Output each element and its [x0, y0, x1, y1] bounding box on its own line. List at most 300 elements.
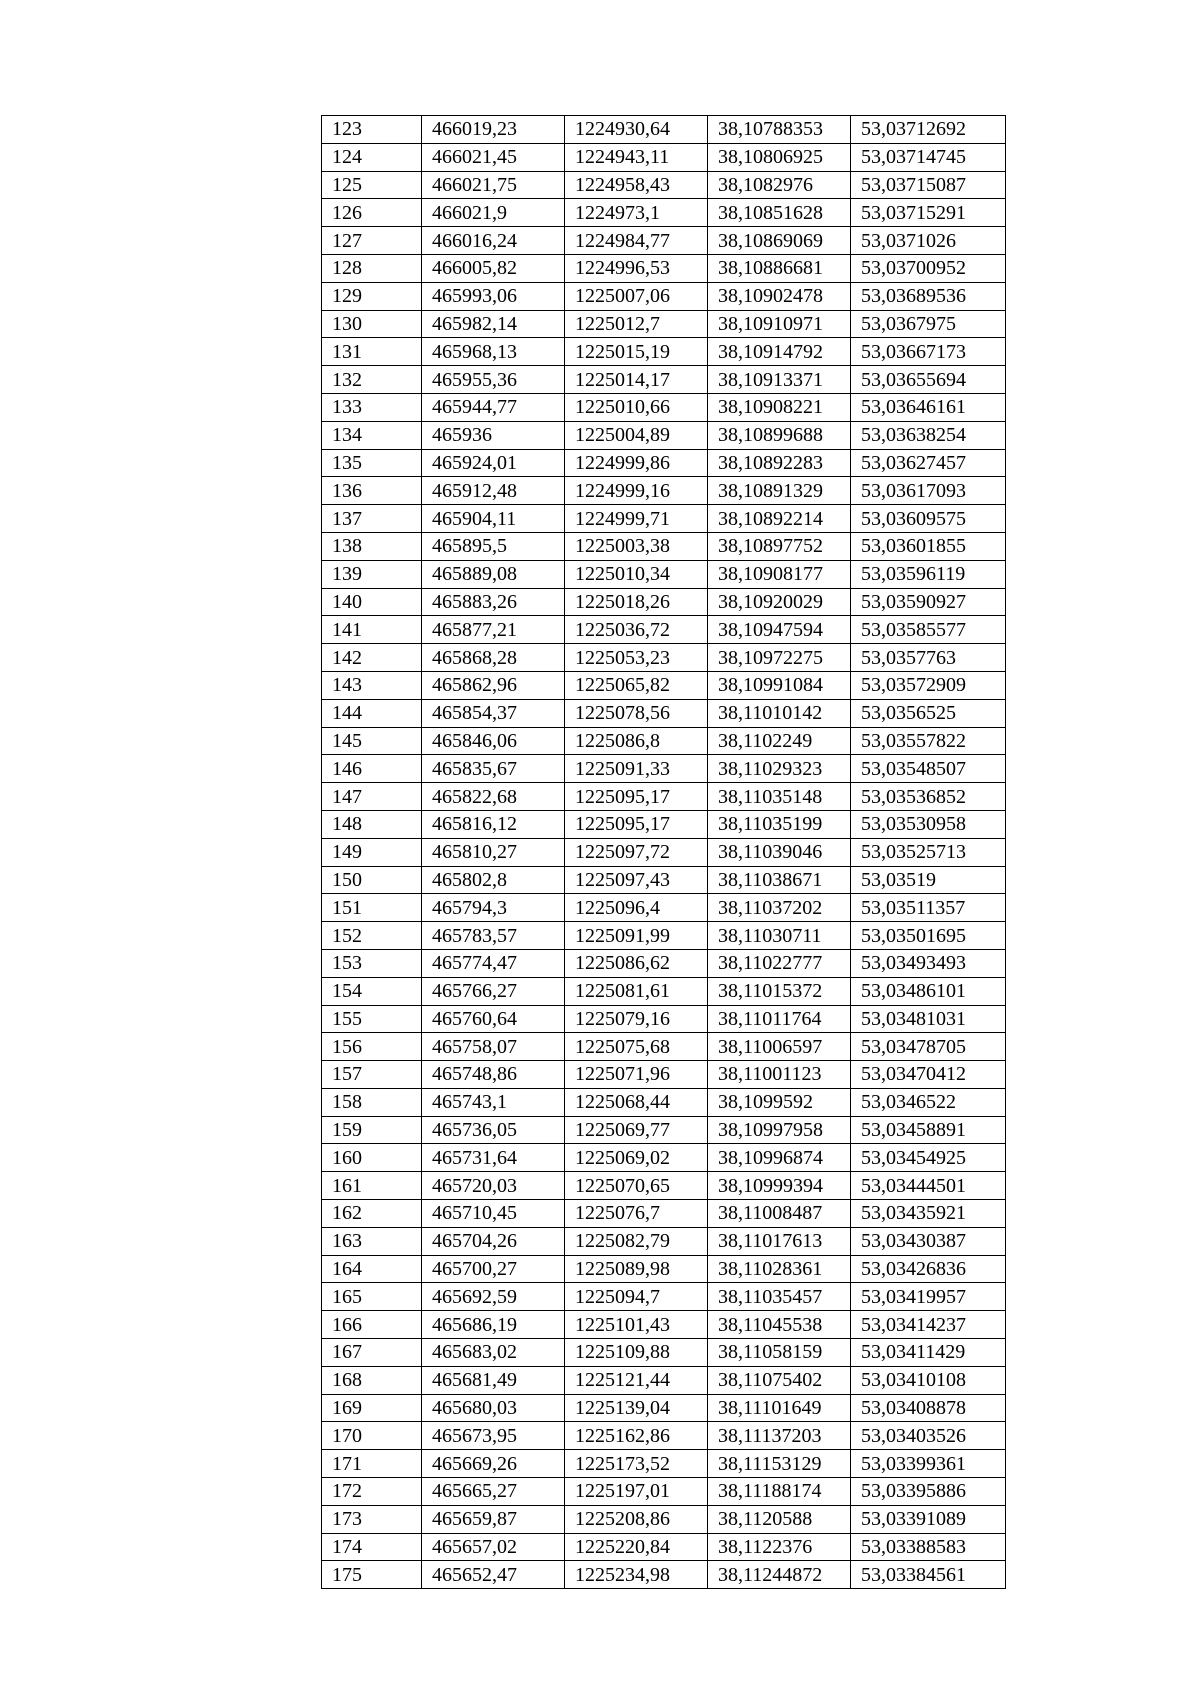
point-number-cell: 144 — [322, 699, 422, 727]
y-coordinate-cell: 1225109,88 — [565, 1339, 708, 1367]
latitude-cell: 53,03601855 — [851, 532, 1006, 560]
coordinates-table — [321, 115, 1006, 1589]
x-coordinate-cell: 465835,67 — [422, 755, 565, 783]
x-coordinate-cell: 465862,96 — [422, 671, 565, 699]
longitude-cell: 38,11075402 — [708, 1366, 851, 1394]
point-number-cell: 132 — [322, 366, 422, 394]
y-coordinate-cell: 1224958,43 — [565, 171, 708, 199]
point-number-cell: 168 — [322, 1366, 422, 1394]
latitude-cell: 53,03511357 — [851, 894, 1006, 922]
longitude-cell: 38,1102249 — [708, 727, 851, 755]
y-coordinate-cell: 1225094,7 — [565, 1283, 708, 1311]
point-number-cell: 141 — [322, 616, 422, 644]
y-coordinate-cell: 1225014,17 — [565, 366, 708, 394]
latitude-cell: 53,03667173 — [851, 338, 1006, 366]
y-coordinate-cell: 1225095,17 — [565, 783, 708, 811]
longitude-cell: 38,10908177 — [708, 560, 851, 588]
table-row — [322, 644, 1006, 672]
x-coordinate-cell: 465704,26 — [422, 1227, 565, 1255]
table-row — [322, 783, 1006, 811]
y-coordinate-cell: 1225079,16 — [565, 1005, 708, 1033]
longitude-cell: 38,10914792 — [708, 338, 851, 366]
table-row — [322, 671, 1006, 699]
latitude-cell: 53,03458891 — [851, 1116, 1006, 1144]
longitude-cell: 38,11101649 — [708, 1394, 851, 1422]
point-number-cell: 165 — [322, 1283, 422, 1311]
y-coordinate-cell: 1225012,7 — [565, 310, 708, 338]
table-row — [322, 1450, 1006, 1478]
y-coordinate-cell: 1225086,62 — [565, 949, 708, 977]
longitude-cell: 38,11188174 — [708, 1478, 851, 1506]
x-coordinate-cell: 465766,27 — [422, 977, 565, 1005]
y-coordinate-cell: 1224996,53 — [565, 254, 708, 282]
point-number-cell: 127 — [322, 227, 422, 255]
table-row — [322, 227, 1006, 255]
y-coordinate-cell: 1225208,86 — [565, 1505, 708, 1533]
point-number-cell: 151 — [322, 894, 422, 922]
longitude-cell: 38,11045538 — [708, 1311, 851, 1339]
point-number-cell: 131 — [322, 338, 422, 366]
point-number-cell: 164 — [322, 1255, 422, 1283]
latitude-cell: 53,03470412 — [851, 1061, 1006, 1089]
longitude-cell: 38,10899688 — [708, 421, 851, 449]
x-coordinate-cell: 465748,86 — [422, 1061, 565, 1089]
longitude-cell: 38,10972275 — [708, 644, 851, 672]
table-row — [322, 560, 1006, 588]
latitude-cell: 53,03493493 — [851, 949, 1006, 977]
x-coordinate-cell: 465760,64 — [422, 1005, 565, 1033]
table-row — [322, 894, 1006, 922]
y-coordinate-cell: 1225081,61 — [565, 977, 708, 1005]
point-number-cell: 159 — [322, 1116, 422, 1144]
table-row — [322, 143, 1006, 171]
point-number-cell: 148 — [322, 810, 422, 838]
point-number-cell: 157 — [322, 1061, 422, 1089]
x-coordinate-cell: 465665,27 — [422, 1478, 565, 1506]
x-coordinate-cell: 465912,48 — [422, 477, 565, 505]
latitude-cell: 53,03655694 — [851, 366, 1006, 394]
point-number-cell: 124 — [322, 143, 422, 171]
longitude-cell: 38,11039046 — [708, 838, 851, 866]
point-number-cell: 134 — [322, 421, 422, 449]
longitude-cell: 38,10806925 — [708, 143, 851, 171]
y-coordinate-cell: 1225015,19 — [565, 338, 708, 366]
longitude-cell: 38,1122376 — [708, 1533, 851, 1561]
table-row — [322, 366, 1006, 394]
table-row — [322, 449, 1006, 477]
point-number-cell: 154 — [322, 977, 422, 1005]
longitude-cell: 38,11035199 — [708, 810, 851, 838]
x-coordinate-cell: 466021,45 — [422, 143, 565, 171]
x-coordinate-cell: 465883,26 — [422, 588, 565, 616]
point-number-cell: 173 — [322, 1505, 422, 1533]
y-coordinate-cell: 1224999,71 — [565, 505, 708, 533]
y-coordinate-cell: 1225010,66 — [565, 393, 708, 421]
latitude-cell: 53,03395886 — [851, 1478, 1006, 1506]
longitude-cell: 38,11017613 — [708, 1227, 851, 1255]
point-number-cell: 175 — [322, 1561, 422, 1589]
y-coordinate-cell: 1224930,64 — [565, 116, 708, 144]
longitude-cell: 38,11022777 — [708, 949, 851, 977]
y-coordinate-cell: 1224973,1 — [565, 199, 708, 227]
x-coordinate-cell: 465659,87 — [422, 1505, 565, 1533]
latitude-cell: 53,03646161 — [851, 393, 1006, 421]
point-number-cell: 169 — [322, 1394, 422, 1422]
longitude-cell: 38,10996874 — [708, 1144, 851, 1172]
latitude-cell: 53,0356525 — [851, 699, 1006, 727]
coordinates-table-body — [322, 116, 1006, 1589]
x-coordinate-cell: 465944,77 — [422, 393, 565, 421]
y-coordinate-cell: 1225139,04 — [565, 1394, 708, 1422]
longitude-cell: 38,11006597 — [708, 1033, 851, 1061]
latitude-cell: 53,03715291 — [851, 199, 1006, 227]
table-row — [322, 922, 1006, 950]
y-coordinate-cell: 1225086,8 — [565, 727, 708, 755]
table-row — [322, 1561, 1006, 1589]
table-row — [322, 338, 1006, 366]
table-row — [322, 810, 1006, 838]
y-coordinate-cell: 1224943,11 — [565, 143, 708, 171]
longitude-cell: 38,11029323 — [708, 755, 851, 783]
point-number-cell: 170 — [322, 1422, 422, 1450]
table-row — [322, 254, 1006, 282]
longitude-cell: 38,10897752 — [708, 532, 851, 560]
point-number-cell: 135 — [322, 449, 422, 477]
y-coordinate-cell: 1225069,02 — [565, 1144, 708, 1172]
longitude-cell: 38,10997958 — [708, 1116, 851, 1144]
point-number-cell: 147 — [322, 783, 422, 811]
point-number-cell: 150 — [322, 866, 422, 894]
y-coordinate-cell: 1225162,86 — [565, 1422, 708, 1450]
latitude-cell: 53,03454925 — [851, 1144, 1006, 1172]
x-coordinate-cell: 465822,68 — [422, 783, 565, 811]
table-row — [322, 755, 1006, 783]
latitude-cell: 53,0367975 — [851, 310, 1006, 338]
point-number-cell: 163 — [322, 1227, 422, 1255]
latitude-cell: 53,03596119 — [851, 560, 1006, 588]
table-row — [322, 1311, 1006, 1339]
x-coordinate-cell: 465774,47 — [422, 949, 565, 977]
x-coordinate-cell: 465680,03 — [422, 1394, 565, 1422]
latitude-cell: 53,03617093 — [851, 477, 1006, 505]
x-coordinate-cell: 465692,59 — [422, 1283, 565, 1311]
table-row — [322, 1339, 1006, 1367]
y-coordinate-cell: 1225101,43 — [565, 1311, 708, 1339]
point-number-cell: 130 — [322, 310, 422, 338]
x-coordinate-cell: 465731,64 — [422, 1144, 565, 1172]
latitude-cell: 53,03481031 — [851, 1005, 1006, 1033]
table-row — [322, 1005, 1006, 1033]
latitude-cell: 53,03435921 — [851, 1200, 1006, 1228]
longitude-cell: 38,11030711 — [708, 922, 851, 950]
table-row — [322, 699, 1006, 727]
latitude-cell: 53,03548507 — [851, 755, 1006, 783]
latitude-cell: 53,03419957 — [851, 1283, 1006, 1311]
x-coordinate-cell: 465657,02 — [422, 1533, 565, 1561]
latitude-cell: 53,03590927 — [851, 588, 1006, 616]
x-coordinate-cell: 465854,37 — [422, 699, 565, 727]
point-number-cell: 146 — [322, 755, 422, 783]
latitude-cell: 53,0371026 — [851, 227, 1006, 255]
latitude-cell: 53,03430387 — [851, 1227, 1006, 1255]
x-coordinate-cell: 465743,1 — [422, 1088, 565, 1116]
table-row — [322, 421, 1006, 449]
point-number-cell: 129 — [322, 282, 422, 310]
longitude-cell: 38,1099592 — [708, 1088, 851, 1116]
x-coordinate-cell: 466021,75 — [422, 171, 565, 199]
latitude-cell: 53,03712692 — [851, 116, 1006, 144]
table-row — [322, 393, 1006, 421]
point-number-cell: 125 — [322, 171, 422, 199]
point-number-cell: 138 — [322, 532, 422, 560]
x-coordinate-cell: 465810,27 — [422, 838, 565, 866]
table-row — [322, 477, 1006, 505]
x-coordinate-cell: 465683,02 — [422, 1339, 565, 1367]
x-coordinate-cell: 465686,19 — [422, 1311, 565, 1339]
x-coordinate-cell: 465652,47 — [422, 1561, 565, 1589]
point-number-cell: 149 — [322, 838, 422, 866]
table-row — [322, 199, 1006, 227]
point-number-cell: 145 — [322, 727, 422, 755]
latitude-cell: 53,03638254 — [851, 421, 1006, 449]
table-row — [322, 1227, 1006, 1255]
latitude-cell: 53,03557822 — [851, 727, 1006, 755]
x-coordinate-cell: 465955,36 — [422, 366, 565, 394]
x-coordinate-cell: 465700,27 — [422, 1255, 565, 1283]
point-number-cell: 123 — [322, 116, 422, 144]
longitude-cell: 38,10913371 — [708, 366, 851, 394]
longitude-cell: 38,11011764 — [708, 1005, 851, 1033]
latitude-cell: 53,03478705 — [851, 1033, 1006, 1061]
longitude-cell: 38,10999394 — [708, 1172, 851, 1200]
longitude-cell: 38,10908221 — [708, 393, 851, 421]
table-row — [322, 1255, 1006, 1283]
table-row — [322, 588, 1006, 616]
x-coordinate-cell: 465993,06 — [422, 282, 565, 310]
latitude-cell: 53,03388583 — [851, 1533, 1006, 1561]
table-row — [322, 1533, 1006, 1561]
table-row — [322, 1366, 1006, 1394]
y-coordinate-cell: 1225075,68 — [565, 1033, 708, 1061]
x-coordinate-cell: 465783,57 — [422, 922, 565, 950]
latitude-cell: 53,03609575 — [851, 505, 1006, 533]
table-row — [322, 1116, 1006, 1144]
latitude-cell: 53,03384561 — [851, 1561, 1006, 1589]
point-number-cell: 155 — [322, 1005, 422, 1033]
y-coordinate-cell: 1224984,77 — [565, 227, 708, 255]
longitude-cell: 38,10892283 — [708, 449, 851, 477]
y-coordinate-cell: 1225036,72 — [565, 616, 708, 644]
point-number-cell: 136 — [322, 477, 422, 505]
x-coordinate-cell: 465710,45 — [422, 1200, 565, 1228]
table-row — [322, 1478, 1006, 1506]
longitude-cell: 38,11015372 — [708, 977, 851, 1005]
table-row — [322, 1283, 1006, 1311]
x-coordinate-cell: 465936 — [422, 421, 565, 449]
latitude-cell: 53,03572909 — [851, 671, 1006, 699]
latitude-cell: 53,03391089 — [851, 1505, 1006, 1533]
table-row — [322, 505, 1006, 533]
longitude-cell: 38,11153129 — [708, 1450, 851, 1478]
table-row — [322, 838, 1006, 866]
longitude-cell: 38,10891329 — [708, 477, 851, 505]
latitude-cell: 53,03408878 — [851, 1394, 1006, 1422]
longitude-cell: 38,10788353 — [708, 116, 851, 144]
latitude-cell: 53,0357763 — [851, 644, 1006, 672]
table-row — [322, 116, 1006, 144]
table-row — [322, 1061, 1006, 1089]
longitude-cell: 38,10910971 — [708, 310, 851, 338]
y-coordinate-cell: 1225018,26 — [565, 588, 708, 616]
latitude-cell: 53,03411429 — [851, 1339, 1006, 1367]
table-row — [322, 977, 1006, 1005]
table-row — [322, 282, 1006, 310]
y-coordinate-cell: 1224999,86 — [565, 449, 708, 477]
table-row — [322, 727, 1006, 755]
x-coordinate-cell: 465982,14 — [422, 310, 565, 338]
point-number-cell: 137 — [322, 505, 422, 533]
y-coordinate-cell: 1225089,98 — [565, 1255, 708, 1283]
x-coordinate-cell: 465794,3 — [422, 894, 565, 922]
x-coordinate-cell: 465846,06 — [422, 727, 565, 755]
point-number-cell: 153 — [322, 949, 422, 977]
x-coordinate-cell: 466016,24 — [422, 227, 565, 255]
longitude-cell: 38,1082976 — [708, 171, 851, 199]
table-row — [322, 532, 1006, 560]
table-row — [322, 1033, 1006, 1061]
longitude-cell: 38,10947594 — [708, 616, 851, 644]
x-coordinate-cell: 466005,82 — [422, 254, 565, 282]
y-coordinate-cell: 1225007,06 — [565, 282, 708, 310]
table-row — [322, 171, 1006, 199]
y-coordinate-cell: 1225069,77 — [565, 1116, 708, 1144]
x-coordinate-cell: 466021,9 — [422, 199, 565, 227]
table-row — [322, 616, 1006, 644]
table-row — [322, 1505, 1006, 1533]
point-number-cell: 167 — [322, 1339, 422, 1367]
point-number-cell: 162 — [322, 1200, 422, 1228]
y-coordinate-cell: 1225068,44 — [565, 1088, 708, 1116]
x-coordinate-cell: 465669,26 — [422, 1450, 565, 1478]
x-coordinate-cell: 465720,03 — [422, 1172, 565, 1200]
point-number-cell: 143 — [322, 671, 422, 699]
longitude-cell: 38,11038671 — [708, 866, 851, 894]
y-coordinate-cell: 1224999,16 — [565, 477, 708, 505]
latitude-cell: 53,03444501 — [851, 1172, 1006, 1200]
latitude-cell: 53,0346522 — [851, 1088, 1006, 1116]
latitude-cell: 53,03426836 — [851, 1255, 1006, 1283]
point-number-cell: 142 — [322, 644, 422, 672]
longitude-cell: 38,11244872 — [708, 1561, 851, 1589]
point-number-cell: 160 — [322, 1144, 422, 1172]
point-number-cell: 171 — [322, 1450, 422, 1478]
longitude-cell: 38,11028361 — [708, 1255, 851, 1283]
longitude-cell: 38,10886681 — [708, 254, 851, 282]
table-row — [322, 1422, 1006, 1450]
y-coordinate-cell: 1225220,84 — [565, 1533, 708, 1561]
longitude-cell: 38,11035148 — [708, 783, 851, 811]
latitude-cell: 53,03627457 — [851, 449, 1006, 477]
y-coordinate-cell: 1225091,33 — [565, 755, 708, 783]
point-number-cell: 174 — [322, 1533, 422, 1561]
table-row — [322, 1144, 1006, 1172]
longitude-cell: 38,11058159 — [708, 1339, 851, 1367]
longitude-cell: 38,10991084 — [708, 671, 851, 699]
x-coordinate-cell: 465802,8 — [422, 866, 565, 894]
longitude-cell: 38,10869069 — [708, 227, 851, 255]
latitude-cell: 53,03530958 — [851, 810, 1006, 838]
y-coordinate-cell: 1225003,38 — [565, 532, 708, 560]
longitude-cell: 38,11001123 — [708, 1061, 851, 1089]
y-coordinate-cell: 1225097,72 — [565, 838, 708, 866]
y-coordinate-cell: 1225053,23 — [565, 644, 708, 672]
x-coordinate-cell: 465877,21 — [422, 616, 565, 644]
table-row — [322, 1200, 1006, 1228]
x-coordinate-cell: 465889,08 — [422, 560, 565, 588]
table-row — [322, 1394, 1006, 1422]
latitude-cell: 53,03700952 — [851, 254, 1006, 282]
latitude-cell: 53,03410108 — [851, 1366, 1006, 1394]
latitude-cell: 53,03536852 — [851, 783, 1006, 811]
y-coordinate-cell: 1225121,44 — [565, 1366, 708, 1394]
point-number-cell: 139 — [322, 560, 422, 588]
point-number-cell: 140 — [322, 588, 422, 616]
latitude-cell: 53,03501695 — [851, 922, 1006, 950]
x-coordinate-cell: 465895,5 — [422, 532, 565, 560]
latitude-cell: 53,03519 — [851, 866, 1006, 894]
longitude-cell: 38,11037202 — [708, 894, 851, 922]
longitude-cell: 38,11035457 — [708, 1283, 851, 1311]
y-coordinate-cell: 1225234,98 — [565, 1561, 708, 1589]
x-coordinate-cell: 465904,11 — [422, 505, 565, 533]
latitude-cell: 53,03585577 — [851, 616, 1006, 644]
longitude-cell: 38,10920029 — [708, 588, 851, 616]
y-coordinate-cell: 1225078,56 — [565, 699, 708, 727]
point-number-cell: 152 — [322, 922, 422, 950]
longitude-cell: 38,11010142 — [708, 699, 851, 727]
point-number-cell: 172 — [322, 1478, 422, 1506]
longitude-cell: 38,11008487 — [708, 1200, 851, 1228]
y-coordinate-cell: 1225076,7 — [565, 1200, 708, 1228]
point-number-cell: 128 — [322, 254, 422, 282]
point-number-cell: 133 — [322, 393, 422, 421]
latitude-cell: 53,03414237 — [851, 1311, 1006, 1339]
table-row — [322, 866, 1006, 894]
y-coordinate-cell: 1225004,89 — [565, 421, 708, 449]
table-row — [322, 1088, 1006, 1116]
x-coordinate-cell: 466019,23 — [422, 116, 565, 144]
latitude-cell: 53,03714745 — [851, 143, 1006, 171]
y-coordinate-cell: 1225173,52 — [565, 1450, 708, 1478]
y-coordinate-cell: 1225065,82 — [565, 671, 708, 699]
table-row — [322, 949, 1006, 977]
x-coordinate-cell: 465736,05 — [422, 1116, 565, 1144]
latitude-cell: 53,03689536 — [851, 282, 1006, 310]
y-coordinate-cell: 1225070,65 — [565, 1172, 708, 1200]
longitude-cell: 38,10902478 — [708, 282, 851, 310]
x-coordinate-cell: 465758,07 — [422, 1033, 565, 1061]
y-coordinate-cell: 1225082,79 — [565, 1227, 708, 1255]
table-row — [322, 1172, 1006, 1200]
point-number-cell: 158 — [322, 1088, 422, 1116]
y-coordinate-cell: 1225197,01 — [565, 1478, 708, 1506]
point-number-cell: 156 — [322, 1033, 422, 1061]
latitude-cell: 53,03403526 — [851, 1422, 1006, 1450]
point-number-cell: 126 — [322, 199, 422, 227]
y-coordinate-cell: 1225071,96 — [565, 1061, 708, 1089]
x-coordinate-cell: 465816,12 — [422, 810, 565, 838]
y-coordinate-cell: 1225091,99 — [565, 922, 708, 950]
